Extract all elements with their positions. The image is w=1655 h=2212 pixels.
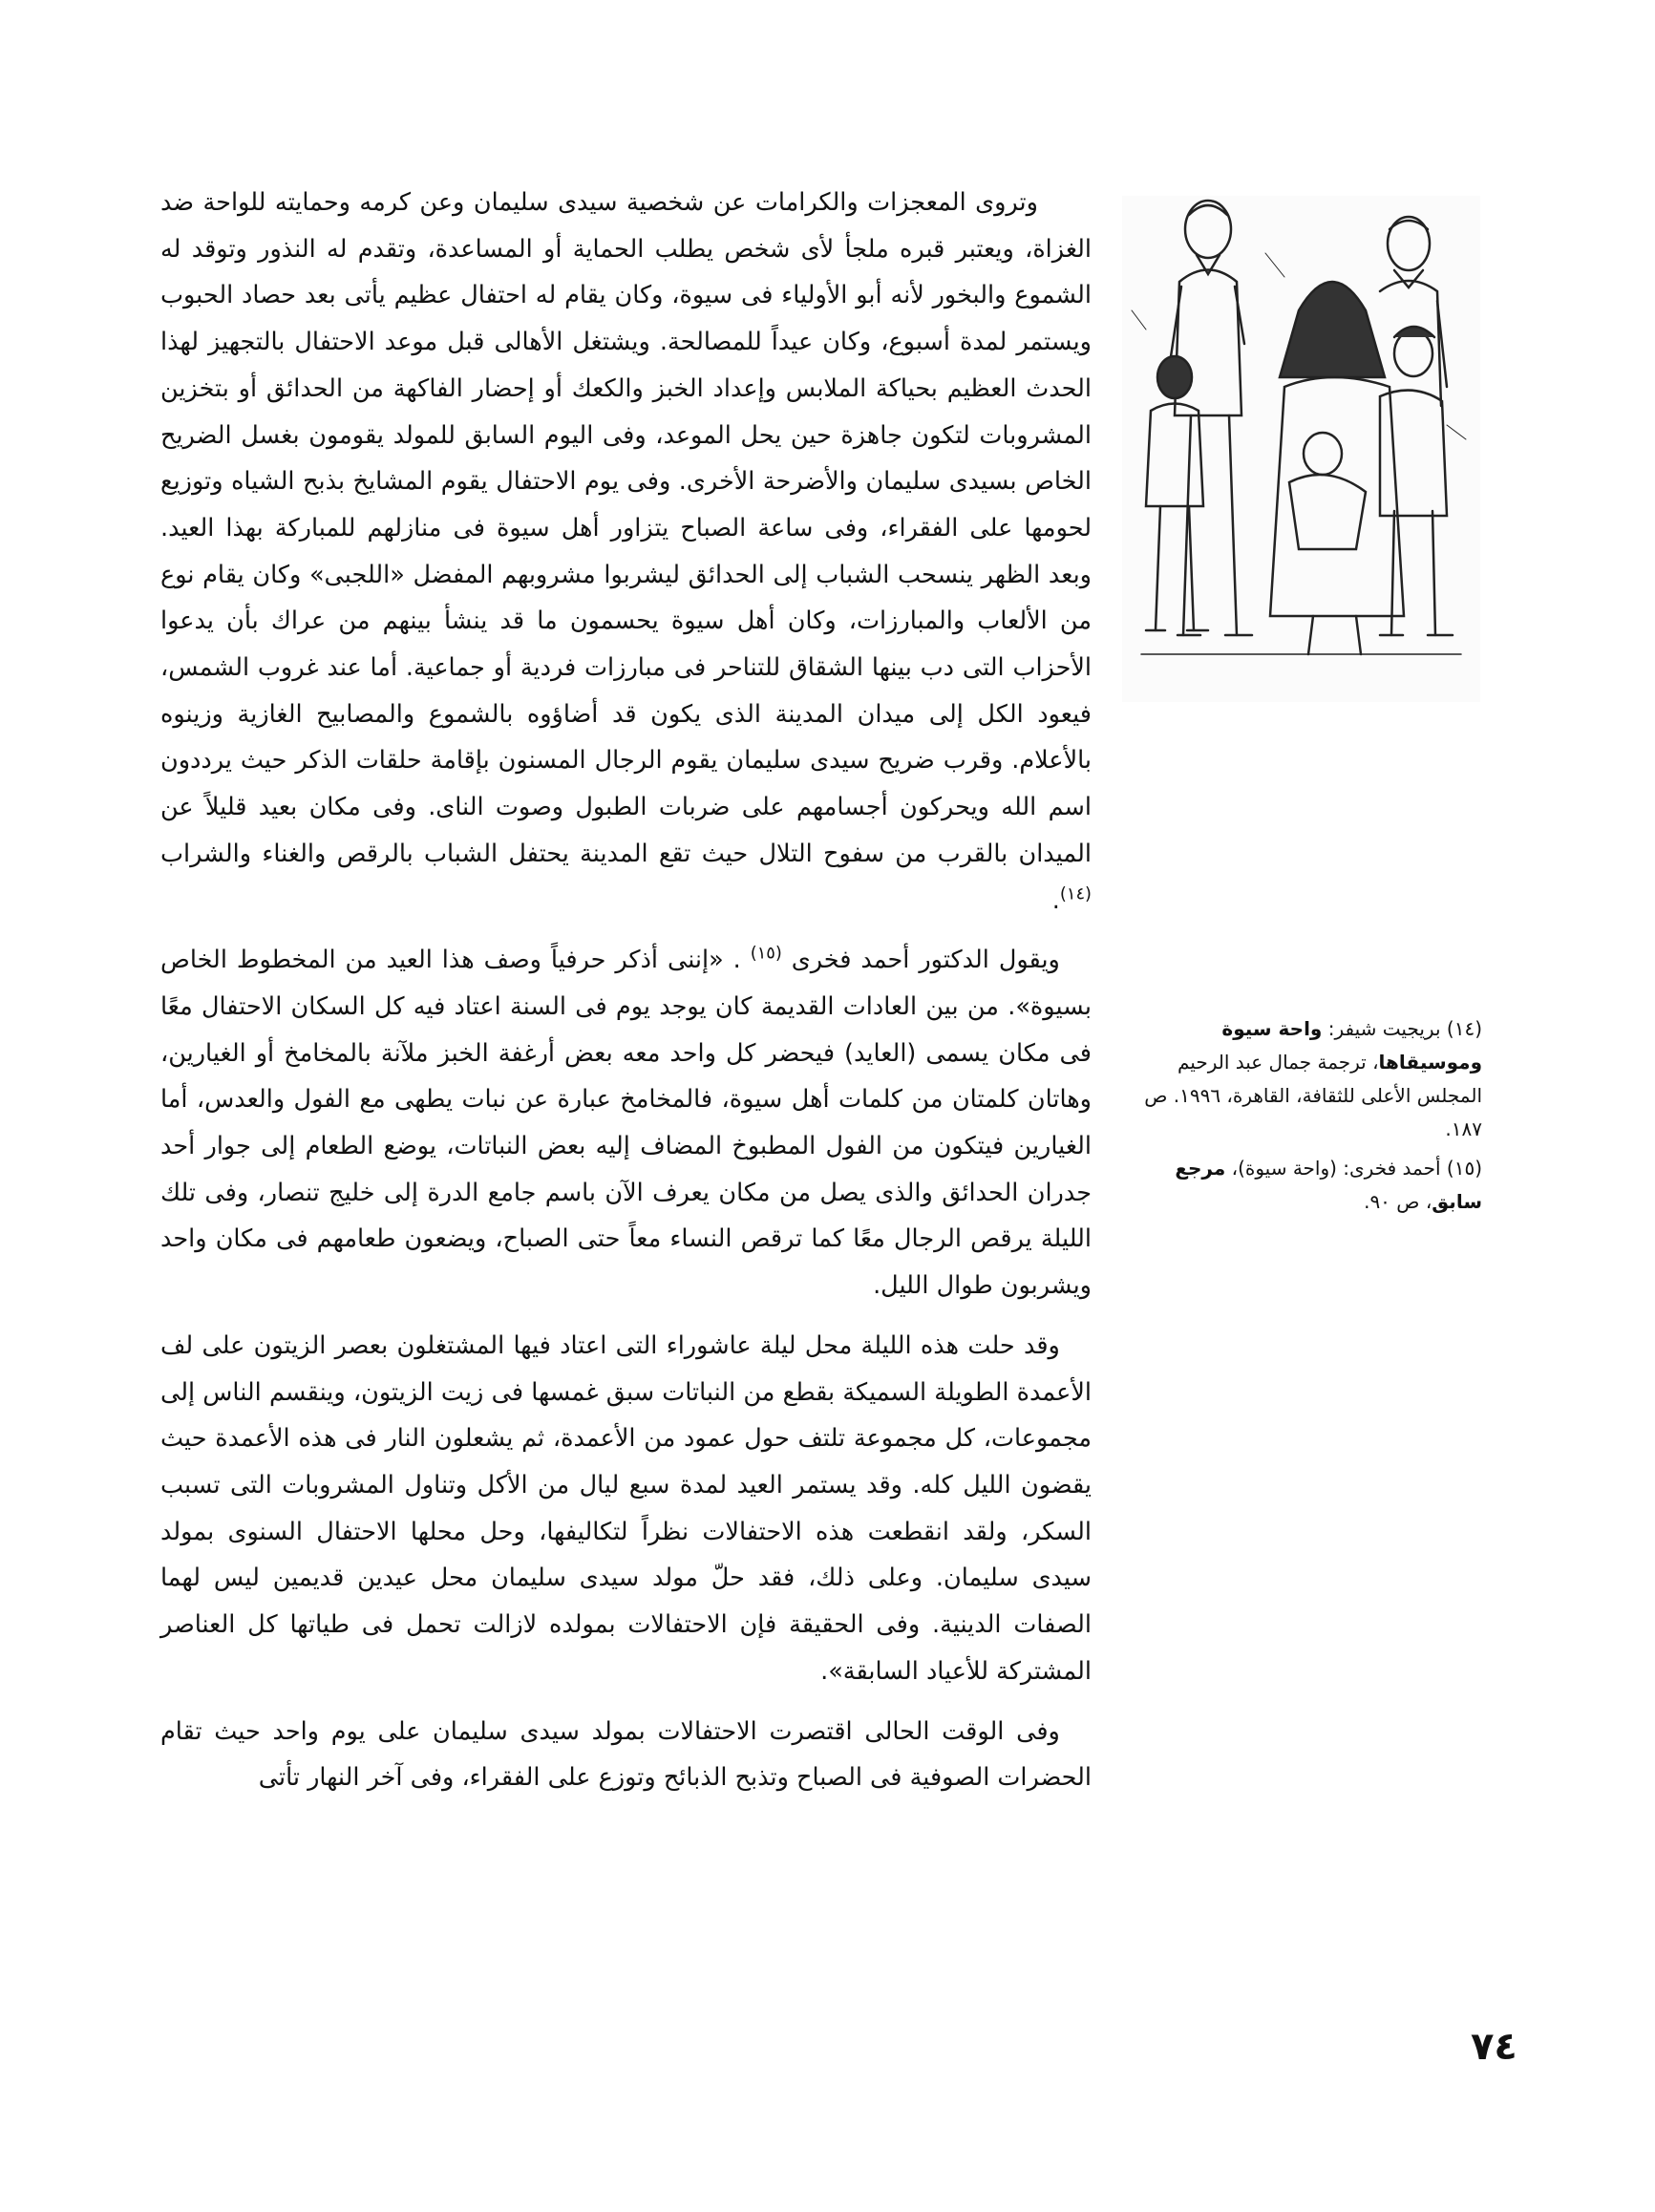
- paragraph-2-lead: ويقول الدكتور أحمد فخرى: [791, 946, 1060, 975]
- paragraph-1-end: .: [1051, 885, 1060, 915]
- footnote-ref-14[interactable]: (١٤): [1059, 883, 1092, 904]
- paragraph-1-text: وتروى المعجزات والكرامات عن شخصية سيدى سليمان وعن كرمه وحمايته للواحة ضد الغزاة، ويعتبر قبره ملجأ لأى شخص يطلب الحماية أو المساعدة، وتقدم له النذور وتوقد له الشموع والبخور لأنه أبو الأولياء فى سيوة، وكان يقام له احتفال عظيم يأتى بعد حصاد الحبوب ويستمر لمدة أسبوع، وكان عيداً للمصالحة. ويشتغل الأهالى قبل موعد الاحتفال بالتجهيز لهذا الحدث العظيم بحياكة الملابس وإعداد الخبز والكعك أو إحضار الفاكهة من الحدائق أو بتخزين المشروبات لتكون جاهزة حين يحل الموعد، وفى اليوم السابق للمولد يقومون بغسل الضريح الخاص بسيدى سليمان والأضرحة الأخرى. وفى يوم الاحتفال يقوم المشايخ بذبح الشياه وتوزيع لحومها على الفقراء، وفى ساعة الصباح يتزاور أهل سيوة فى منازلهم للمباركة بهذا العيد. وبعد الظهر ينسحب الشباب إلى الحدائق ليشربوا مشروبهم المفضل «اللجبى» وكان يقام نوع من الألعاب والمبارزات، وكان أهل سيوة يحسمون ما قد ينشأ بينهم من عراك بأن يدعوا الأحزاب التى دب بينها الشقاق للتناحر فى مبارزات فردية أو جماعية. أما عند غروب الشمس، فيعود الكل إلى ميدان المدينة الذى يكون قد أضاؤوه بالشموع والمصابيح الغازية وزينوه بالأعلام. وقرب ضريح سيدى سليمان يقوم الرجال المسنون بإقامة حلقات الذكر حيث يرددون اسم الله ويحركون أجسامهم على ضربات الطبول وصوت الناى. وفى مكان بعيد قليلاً عن الميدان بالقرب من سفوح التلال حيث تقع المدينة يحتفل الشباب بالرقص والغناء والشراب: [160, 188, 1092, 868]
- paragraph-2-text: . «إننى أذكر حرفياً وصف هذا العيد من المخطوط الخاص بسيوة». من بين العادات القديمة كان يوجد يوم فى السنة اعتاد فيه كل السكان الاحتفال معًا فى مكان يسمى (العايد) فيحضر كل واحد معه بعض أرغفة الخبز ملآنة بالمخامخ أو الغيارين، وهاتان كلمتان من كلمات أهل سيوة، فالمخامخ عبارة عن نبات يطهى مع الفول والعدس، أما الغيارين فيتكون من الفول المطبوخ المضاف إليه بعض النباتات، يوضع الطعام إلى جوار أحد جدران الحدائق والذى يصل من مكان يعرف الآن باسم جامع الدرة إلى خليج تنصار، وفى تلك الليلة يرقص الرجال معًا كما ترقص النساء معاً حتى الصباح، ويضعون طعامهم فى مكان واحد ويشربون طوال الليل.: [160, 946, 1092, 1301]
- footnote-14-details: ، ترجمة جمال عبد الرحيم المجلس الأعلى للثقافة، القاهرة، ١٩٩٦. ص ١٨٧.: [1144, 1051, 1482, 1140]
- footnote-15-details: ، ص ٩٠.: [1364, 1190, 1432, 1213]
- footnote-14-author: بريجيت شيفر:: [1322, 1017, 1441, 1040]
- family-illustration: [1122, 196, 1480, 702]
- paragraph-1: [160, 180, 1092, 924]
- footnote-15-author: أحمد فخرى: (واحة سيوة)،: [1225, 1157, 1441, 1180]
- footnote-15-title: مرجع سابق: [1175, 1157, 1482, 1213]
- paragraph-4: وفى الوقت الحالى اقتصرت الاحتفالات بمولد سيدى سليمان على يوم واحد حيث تقام الحضرات الصوفية فى الصباح وتذبح الذبائح وتوزع على الفقراء، وفى آخر النهار تأتى: [160, 1716, 1092, 1793]
- paragraph-3: وقد حلت هذه الليلة محل ليلة عاشوراء التى اعتاد فيها المشتغلون بعصر الزيتون على لف الأعمدة الطويلة السميكة بقطع من النباتات سبق غمسها فى زيت الزيتون، وينقسم الناس إلى مجموعات، كل مجموعة تلتف حول عمود من الأعمدة، ثم يشعلون النار فى هذه الأعمدة حيث يقضون الليل كله. وقد يستمر العيد لمدة سبع ليال من الأكل وتناول المشروبات التى تسبب السكر، ولقد انقطعت هذه الاحتفالات نظراً لتكاليفها، وحل محلها الاحتفال السنوى بمولد سيدى سليمان. وعلى ذلك، فقد حلّ مولد سيدى سليمان محل عيدين قديمين ليس لهما الصفات الدينية. وفى الحقيقة فإن الاحتفالات بمولده لازالت تحمل فى طياتها كل العناصر المشتركة للأعياد السابقة».: [160, 1330, 1092, 1686]
- footnote-15-number: (١٥): [1446, 1157, 1482, 1180]
- paragraph-2: [160, 937, 1092, 1309]
- page-number: ٧٤: [1471, 2025, 1517, 2069]
- footnote-14-number: (١٤): [1446, 1017, 1482, 1040]
- main-text: [160, 180, 1092, 1815]
- footnote-14: [1127, 1012, 1482, 1146]
- footnote-15: [1127, 1152, 1482, 1219]
- footnote-ref-15[interactable]: (١٥): [750, 943, 782, 964]
- footnotes: [1127, 1012, 1482, 1224]
- footnote-14-title: واحة سيوة وموسيقاها: [1221, 1017, 1482, 1074]
- family-sketch: [1122, 196, 1480, 702]
